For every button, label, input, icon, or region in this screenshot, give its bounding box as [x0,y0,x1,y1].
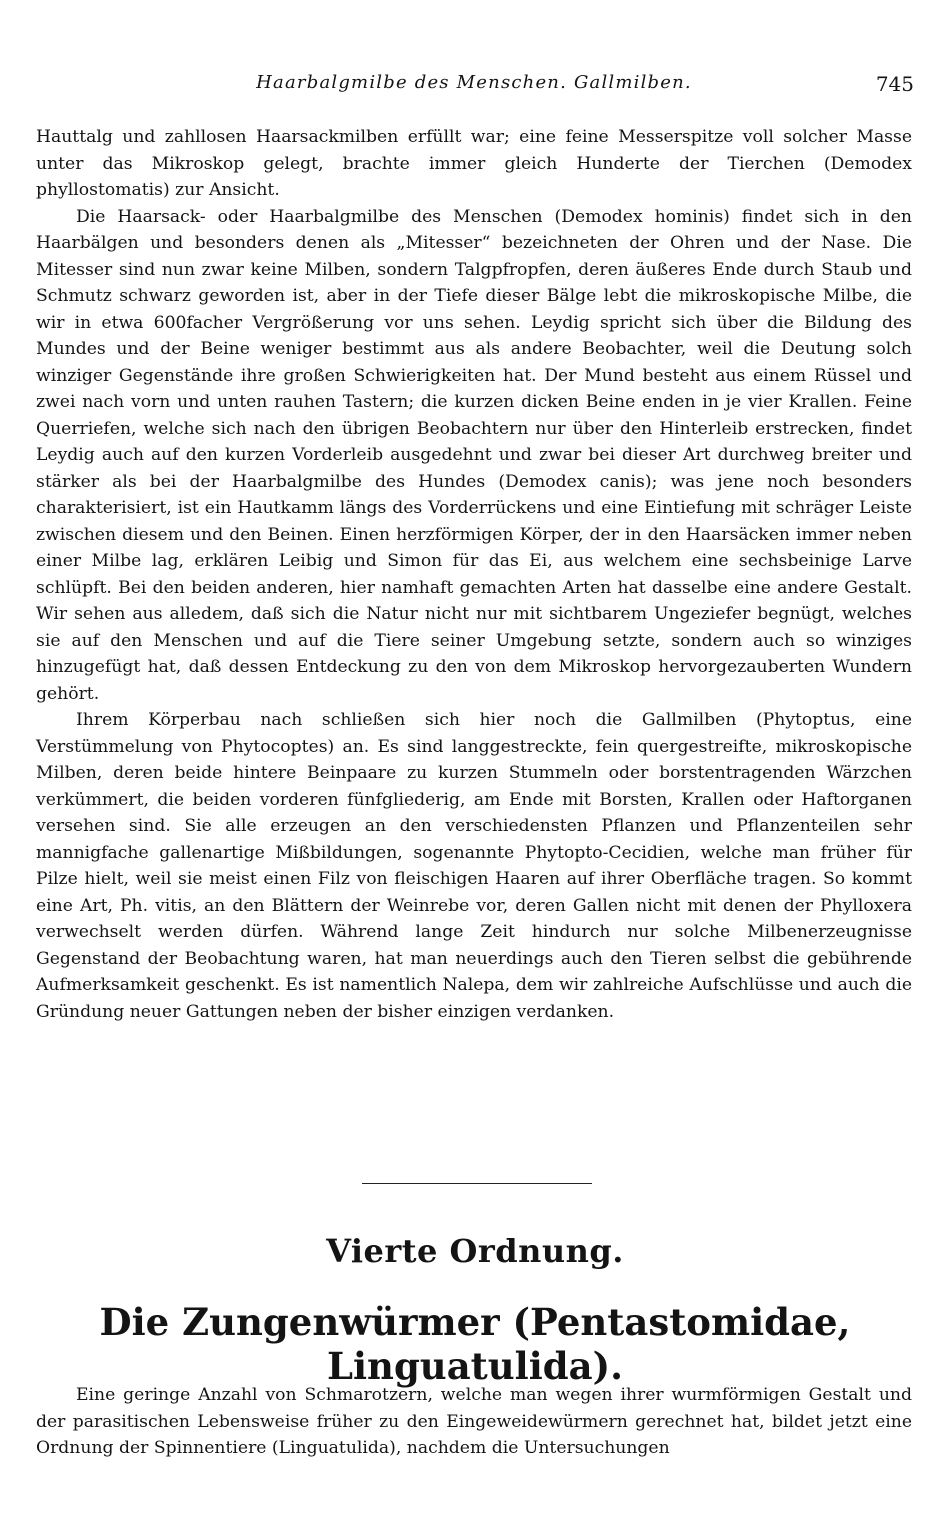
section-divider [362,1183,592,1184]
order-heading: Vierte Ordnung. [326,1232,624,1270]
paragraph-gallmilben: Ihrem Körperbau nach schließen sich hier noch die Gallmilben (Phytoptus, eine Verstümmelung von Phytocoptes) an. Es sind langgestreckte, fein quergestreifte, mikroskopische Milben, deren beide hintere Beinpaare zu kurzen Stummeln oder borstentragenden Wärzchen verkümmert, die beiden vorderen fünfgliederig, am Ende mit Borsten, Krallen oder Haftorganen versehen sind. Sie alle erzeugen an den verschiedensten Pflanzen und Pflanzenteilen sehr mannigfache gallenartige Mißbildungen, sogenannte Phytopto-Cecidien, welche man früher für Pilze hielt, weil sie meist einen Filz von fleischigen Haaren auf ihrer Oberfläche tragen. So kommt eine Art, Ph. vitis, an den Blättern der Weinrebe vor, deren Gallen nicht mit denen der Phylloxera verwechselt werden dürfen. Während lange Zeit hindurch nur solche Milbenerzeugnisse Gegenstand der Beobachtung waren, hat man neuerdings auch den Tieren selbst die gebührende Aufmerksamkeit geschenkt. Es ist namentlich Nalepa, dem wir zahlreiche Aufschlüsse und auch die Gründung neuer Gattungen neben der bisher einzigen verdanken. [36,710,912,1022]
section-heading: Die Zungenwürmer (Pentastomidae, Linguatulida). [99,1300,851,1388]
section-body-text [36,1382,912,1462]
paragraph-continued: Hauttalg und zahllosen Haarsackmilben erfüllt war; eine feine Messerspitze voll solcher Masse unter das Mikroskop gelegt, brachte immer gleich Hunderte der Tierchen (Demodex phyllostomatis) zur Ansicht. [36,127,912,200]
running-title: Haarbalgmilbe des Menschen. Gallmilben. [256,72,692,93]
body-text [36,124,912,1025]
paragraph-demodex-hominis: Die Haarsack- oder Haarbalgmilbe des Menschen (Demodex hominis) findet sich in den Haarbälgen und besonders denen als „Mitesser“ bezeichneten der Ohren und der Nase. Die Mitesser sind nun zwar keine Milben, sondern Talgpfropfen, deren äußeres Ende durch Staub und Schmutz schwarz geworden ist, aber in der Tiefe dieser Bälge lebt die mikroskopische Milbe, die wir in etwa 600facher Vergrößerung vor uns sehen. Leydig spricht sich über die Bildung des Mundes und der Beine weniger bestimmt aus als andere Beobachter, weil die Deutung solch winziger Gegenstände ihre großen Schwierigkeiten hat. Der Mund besteht aus einem Rüssel und zwei nach vorn und unten rauhen Tastern; die kurzen dicken Beine enden in je vier Krallen. Feine Querriefen, welche sich nach den übrigen Beobachtern nur über den Hinterleib erstrecken, findet Leydig auch auf den kurzen Vorderleib ausgedehnt und zwar bei dieser Art durchweg breiter und stärker als bei der Haarbalgmilbe des Hundes (Demodex canis); was jene noch besonders charakterisiert, ist ein Hautkamm längs des Vorderrückens und eine Eintiefung mit schräger Leiste zwischen diesem und den Beinen. Einen herzförmigen Körper, der in den Haarsäcken immer neben einer Milbe lag, erklären Leibig und Simon für das Ei, aus welchem eine sechsbeinige Larve schlüpft. Bei den beiden anderen, hier namhaft gemachten Arten hat dasselbe eine andere Gestalt. Wir sehen aus alledem, daß sich die Natur nicht nur mit sichtbarem Ungeziefer begnügt, welches sie auf den Menschen und auf die Tiere seiner Umgebung setzte, sondern auch so winziges hinzugefügt hat, daß dessen Entdeckung zu den von dem Mikroskop hervorgezauberten Wundern gehört. [36,206,912,704]
running-head [34,72,914,98]
page-number: 745 [875,72,914,96]
paragraph-zungenwuermer: Eine geringe Anzahl von Schmarotzern, welche man wegen ihrer wurmförmigen Gestalt und der parasitischen Lebensweise früher zu den Eingeweidewürmern gerechnet hat, bildet jetzt eine Ordnung der Spinnentiere (Linguatulida), nachdem die Untersuchungen [36,1385,912,1458]
